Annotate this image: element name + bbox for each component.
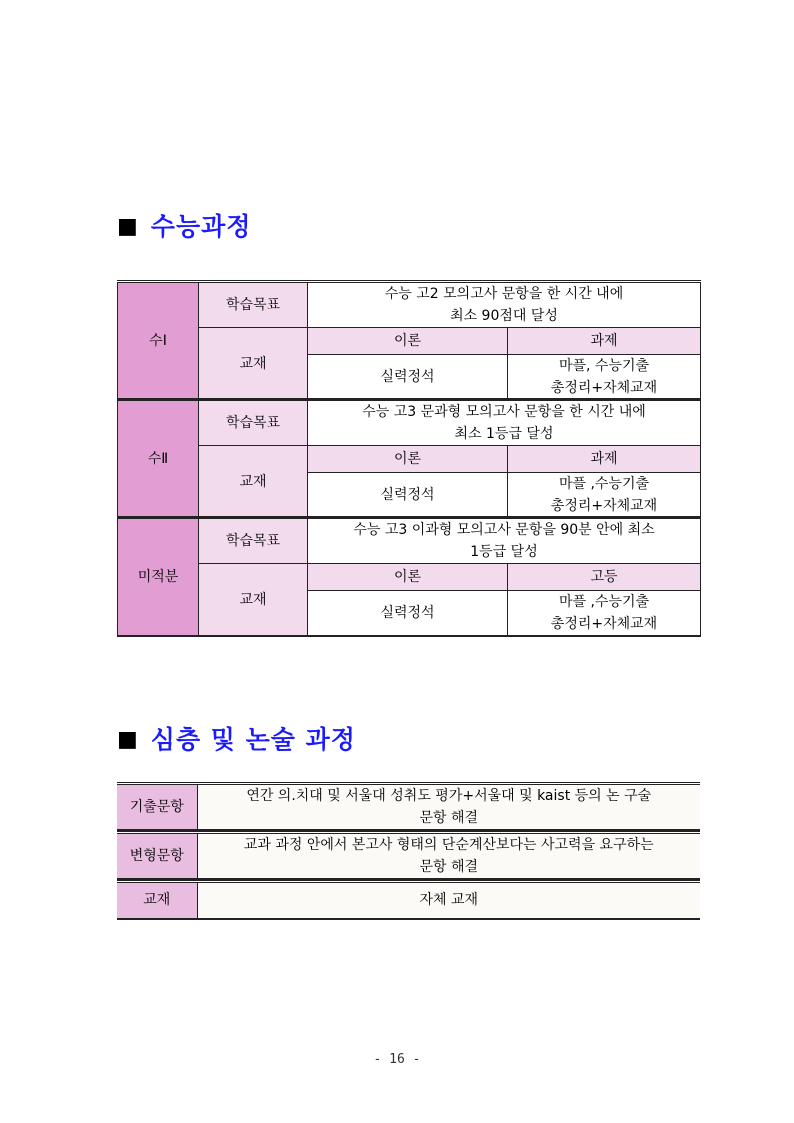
theory-value: 실력정석 bbox=[308, 355, 508, 401]
row-label: 변형문항 bbox=[117, 833, 197, 880]
goal-line: 수능 고2 모의고사 문항을 한 시간 내에 bbox=[384, 286, 624, 302]
course-table-calculus bbox=[117, 516, 701, 637]
deep-row-textbook bbox=[117, 880, 700, 920]
row-content bbox=[197, 784, 700, 831]
goal-label: 학습목표 bbox=[199, 518, 308, 564]
goal-line: 수능 고3 문과형 모의고사 문항을 한 시간 내에 bbox=[362, 404, 646, 420]
task-value bbox=[508, 355, 701, 401]
task-line: 총정리+자체교재 bbox=[550, 498, 658, 514]
section-title-deep bbox=[117, 720, 356, 756]
task-line: 마플 ,수능기출 bbox=[558, 594, 650, 610]
task-value bbox=[508, 473, 701, 519]
theory-value: 실력정석 bbox=[308, 473, 508, 519]
row-label: 교재 bbox=[117, 882, 197, 919]
task-line: 총정리+자체교재 bbox=[550, 616, 658, 632]
task-header: 고등 bbox=[508, 564, 701, 591]
section-title-text: 심층 및 논술 과정 bbox=[150, 725, 356, 754]
task-value bbox=[508, 591, 701, 637]
theory-header: 이론 bbox=[308, 328, 508, 355]
goal-line: 수능 고3 이과형 모의고사 문항을 90분 안에 최소 bbox=[353, 522, 655, 538]
square-bullet-icon: ■ bbox=[117, 214, 139, 239]
task-line: 총정리+자체교재 bbox=[550, 380, 658, 396]
task-line: 마플 ,수능기출 bbox=[558, 476, 650, 492]
goal-line: 최소 90점대 달성 bbox=[450, 308, 558, 324]
goal-line: 1등급 달성 bbox=[470, 544, 538, 560]
goal-text bbox=[308, 518, 701, 564]
goal-text bbox=[308, 282, 701, 328]
content-line: 문항 해결 bbox=[419, 859, 479, 875]
deep-row-variant-problems bbox=[117, 831, 700, 880]
book-label: 교재 bbox=[199, 446, 308, 519]
content-line: 교과 과정 안에서 본고사 형태의 단순계산보다는 사고력을 요구하는 bbox=[243, 837, 654, 853]
book-label: 교재 bbox=[199, 328, 308, 401]
goal-label: 학습목표 bbox=[199, 400, 308, 446]
course-table-math1 bbox=[117, 280, 701, 401]
row-content bbox=[197, 833, 700, 880]
deep-row-past-problems bbox=[117, 782, 700, 831]
content-line: 연간 의.치대 및 서울대 성취도 평가+서울대 및 kaist 등의 논 구술 bbox=[246, 788, 652, 804]
section-title-suneung bbox=[117, 207, 251, 243]
task-line: 마플, 수능기출 bbox=[558, 358, 650, 374]
subject-cell: 수Ⅰ bbox=[118, 282, 199, 401]
square-bullet-icon: ■ bbox=[117, 727, 139, 752]
task-header: 과제 bbox=[508, 446, 701, 473]
page-number: - 16 - bbox=[373, 1052, 421, 1067]
book-label: 교재 bbox=[199, 564, 308, 637]
row-label: 기출문항 bbox=[117, 784, 197, 831]
goal-line: 최소 1등급 달성 bbox=[454, 426, 554, 442]
task-header: 과제 bbox=[508, 328, 701, 355]
theory-header: 이론 bbox=[308, 564, 508, 591]
subject-cell: 미적분 bbox=[118, 518, 199, 637]
subject-cell: 수Ⅱ bbox=[118, 400, 199, 519]
section-title-text: 수능과정 bbox=[150, 212, 252, 241]
goal-label: 학습목표 bbox=[199, 282, 308, 328]
course-table-math2 bbox=[117, 398, 701, 519]
theory-header: 이론 bbox=[308, 446, 508, 473]
content-line: 문항 해결 bbox=[419, 810, 479, 826]
row-content: 자체 교재 bbox=[197, 882, 700, 919]
theory-value: 실력정석 bbox=[308, 591, 508, 637]
goal-text bbox=[308, 400, 701, 446]
